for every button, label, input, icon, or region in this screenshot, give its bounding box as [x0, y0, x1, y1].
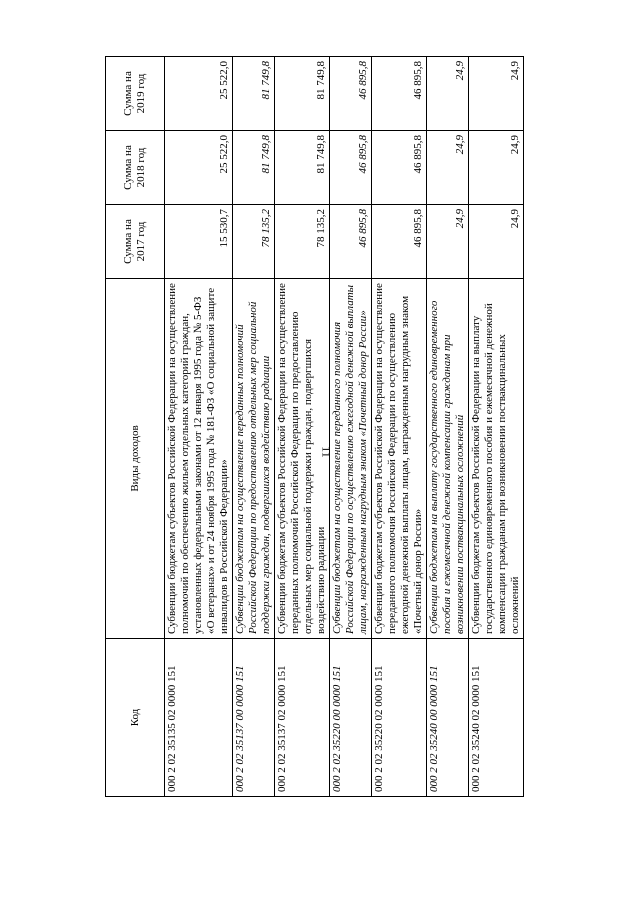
revenue-table-container: [105, 57, 521, 797]
row-sum-2019: 81 749,8: [233, 57, 275, 131]
row-sum-2018: 25 522,0: [165, 131, 233, 205]
row-description: Субвенции бюджетам субъектов Российской Федерации на осуществление переданного полномочия Российской Федерации по осуществлению ежегодной денежной выплаты лицам, награжденным нагрудным знаком «Почетный донор России»: [372, 279, 427, 639]
table-row: [372, 57, 427, 797]
row-sum-2018: 46 895,8: [372, 131, 427, 205]
row-description: Субвенции бюджетам на осуществление переданных полномочий Российской Федерации по предоставлению отдельных мер социальной поддержки граждан, подвергшихся воздействию радиации: [233, 279, 275, 639]
header-sum-2017: Сумма на 2017 год: [106, 205, 165, 279]
row-sum-2017: 46 895,8: [330, 205, 372, 279]
row-code: 000 2 02 35220 02 0000 151: [372, 639, 427, 797]
row-code: 000 2 02 35240 00 0000 151: [427, 639, 469, 797]
row-sum-2018: 81 749,8: [275, 131, 330, 205]
header-code: Код: [106, 639, 165, 797]
row-code: 000 2 02 35240 02 0000 151: [469, 639, 524, 797]
header-revenue-type: Виды доходов: [106, 279, 165, 639]
row-code: 000 2 02 35135 02 0000 151: [165, 639, 233, 797]
row-sum-2017: 24,9: [427, 205, 469, 279]
row-sum-2019: 81 749,8: [275, 57, 330, 131]
row-sum-2017: 78 135,2: [275, 205, 330, 279]
row-description: Субвенции бюджетам субъектов Российской Федерации на выплату государственного единовременного пособия и ежемесячной денежной компенсации гражданам при возникновении поствакцинальных осложнений: [469, 279, 524, 639]
row-description: Субвенции бюджетам субъектов Российской Федерации на осуществление полномочий по обеспечению жильем отдельных категорий граждан, установленных федеральными законами от 12 января 1995 года № 5-ФЗ «О ветеранах» и от 24 ноября 1995 года № 181-ФЗ «О социальной защите инвалидов в Российской Федерации»: [165, 279, 233, 639]
row-sum-2018: 81 749,8: [233, 131, 275, 205]
row-sum-2017: 46 895,8: [372, 205, 427, 279]
table-row: [427, 57, 469, 797]
row-sum-2019: 24,9: [427, 57, 469, 131]
table-row: [469, 57, 524, 797]
row-code: 000 2 02 35137 02 0000 151: [275, 639, 330, 797]
row-sum-2019: 24,9: [469, 57, 524, 131]
revenue-table: [105, 56, 524, 797]
row-sum-2017: 24,9: [469, 205, 524, 279]
table-row: [233, 57, 275, 797]
table-row: [275, 57, 330, 797]
row-sum-2019: 46 895,8: [372, 57, 427, 131]
row-description: Субвенции бюджетам субъектов Российской Федерации на осуществление переданных полномочий Российской Федерации по предоставлению отдельных мер социальной поддержки граждан, подвергшихся воздействию радиации: [275, 279, 330, 639]
row-sum-2019: 25 522,0: [165, 57, 233, 131]
page-number: 11: [319, 446, 334, 458]
table-row: [330, 57, 372, 797]
row-sum-2017: 15 530,7: [165, 205, 233, 279]
row-description: Субвенции бюджетам на выплату государственного единовременного пособия и ежемесячной денежной компенсации гражданам при возникновении поствакцинальных осложнений: [427, 279, 469, 639]
row-sum-2018: 46 895,8: [330, 131, 372, 205]
row-sum-2019: 46 895,8: [330, 57, 372, 131]
table-row: [165, 57, 233, 797]
row-code: 000 2 02 35220 00 0000 151: [330, 639, 372, 797]
header-sum-2018: Сумма на 2018 год: [106, 131, 165, 205]
row-description: Субвенции бюджетам на осуществление переданного полномочия Российской Федерации по осуществлению ежегодной денежной выплаты лицам, награжденным нагрудным знаком «Почетный донор России»: [330, 279, 372, 639]
row-sum-2018: 24,9: [427, 131, 469, 205]
header-sum-2019: Сумма на 2019 год: [106, 57, 165, 131]
row-sum-2018: 24,9: [469, 131, 524, 205]
row-code: 000 2 02 35137 00 0000 151: [233, 639, 275, 797]
row-sum-2017: 78 135,2: [233, 205, 275, 279]
table-header-row: [106, 57, 165, 797]
